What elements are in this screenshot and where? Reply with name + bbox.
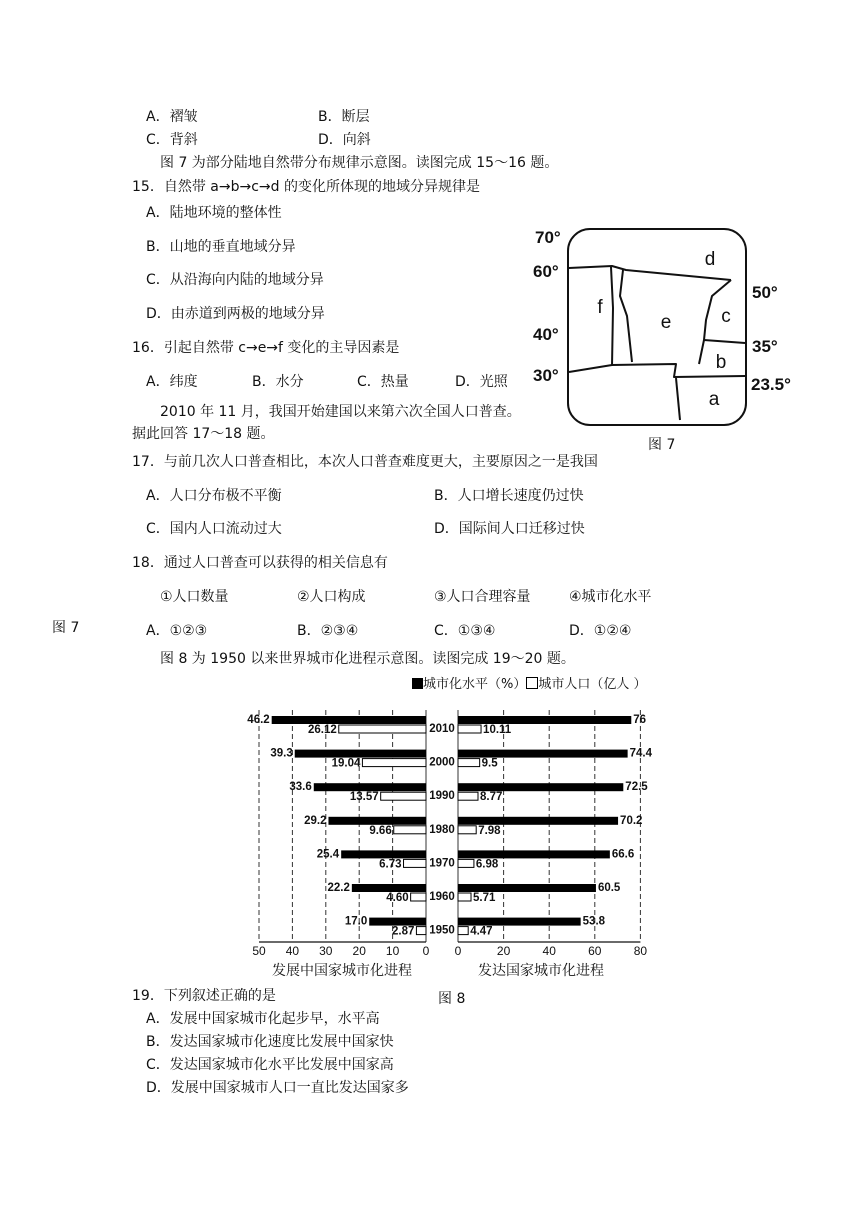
developed-pop-bar-1950 [458, 927, 468, 935]
developed-rate-bar-2010 [458, 716, 631, 724]
developing-rate-bar-1960 [352, 884, 426, 892]
developed-rate-label-1990: 72.5 [625, 781, 648, 794]
q14-option-d: D．向斜 [318, 132, 371, 148]
q17-option-d: D．国际间人口迁移过快 [434, 521, 585, 537]
developed-pop-bar-1990 [458, 792, 478, 800]
developing-pop-bar-1990 [381, 792, 426, 800]
year-label-1980: 1980 [429, 823, 455, 836]
developing-rate-label-2000: 39.3 [270, 747, 293, 760]
q17-option-a: A．人口分布极不平衡 [146, 488, 282, 504]
latitude-label-70: 70° [535, 228, 561, 247]
zone-label-a: a [708, 389, 720, 410]
latitude-label-30: 30° [533, 366, 559, 385]
developing-rate-bar-1990 [314, 783, 426, 791]
developing-pop-bar-1950 [416, 927, 426, 935]
right-tick-label-60: 60 [588, 944, 602, 958]
q19-option-d: D．发展中国家城市人口一直比发达国家多 [146, 1080, 409, 1096]
q18-option-c: C．①③④ [434, 623, 496, 639]
figure8-right-title: 发达国家城市化进程 [478, 963, 604, 979]
developing-rate-label-1950: 17.0 [344, 915, 368, 928]
developing-pop-label-1970: 6.73 [379, 858, 402, 871]
stray-figure-caption: 图 7 [52, 620, 80, 636]
developed-pop-bar-1960 [458, 893, 471, 901]
year-label-1970: 1970 [429, 857, 455, 870]
q14-option-b: B．断层 [318, 109, 370, 125]
developed-rate-label-1960: 60.5 [597, 882, 621, 894]
year-label-2000: 2000 [429, 756, 455, 769]
q19-option-a: A．发展中国家城市化起步早，水平高 [146, 1011, 380, 1027]
figure7-intro: 图 7 为部分陆地自然带分布规律示意图。读图完成 15～16 题。 [160, 155, 559, 171]
developed-pop-label-2000: 9.5 [481, 757, 498, 770]
left-tick-label-50: 50 [252, 944, 266, 958]
q18-option-a: A．①②③ [146, 623, 208, 639]
developing-rate-label-2010: 46.2 [247, 714, 270, 726]
developed-rate-bar-1980 [458, 817, 618, 825]
developing-rate-label-1960: 22.2 [327, 882, 350, 894]
latitude-label-23-5: 23.5° [751, 375, 791, 394]
q18-item-1: ①人口数量 [160, 589, 229, 605]
q16-option-a: A．纬度 [146, 374, 198, 390]
legend-hollow-swatch [526, 677, 538, 689]
figure8-caption: 图 8 [438, 991, 466, 1007]
zone-label-f: f [597, 297, 603, 318]
developed-rate-bar-1970 [458, 850, 610, 858]
developing-pop-bar-2010 [339, 725, 426, 733]
figure8-urbanization-chart [240, 700, 660, 962]
q17-stem: 17．与前几次人口普查相比，本次人口普查难度更大，主要原因之一是我国 [132, 454, 598, 470]
developing-pop-label-1990: 13.57 [349, 791, 379, 804]
developed-pop-bar-1980 [458, 826, 476, 834]
developing-rate-label-1970: 25.4 [316, 848, 340, 861]
latitude-label-35: 35° [752, 337, 778, 356]
developing-rate-label-1980: 29.2 [304, 814, 327, 827]
q15-stem: 15．自然带 a→b→c→d 的变化所体现的地域分异规律是 [132, 179, 480, 195]
legend-filled-swatch [412, 678, 423, 689]
figure8-left-title: 发展中国家城市化进程 [272, 963, 412, 979]
q16-option-d: D．光照 [455, 374, 508, 390]
zone-label-d: d [704, 249, 716, 270]
q17-option-c: C．国内人口流动过大 [146, 521, 282, 537]
q15-option-a: A．陆地环境的整体性 [146, 205, 282, 221]
developed-pop-bar-1970 [458, 859, 474, 867]
developed-pop-bar-2000 [458, 759, 480, 767]
developed-pop-label-1980: 7.98 [478, 824, 501, 837]
developing-pop-bar-1980 [394, 826, 426, 834]
census-intro-line2: 据此回答 17～18 题。 [132, 426, 275, 442]
right-tick-label-20: 20 [496, 944, 511, 958]
developing-pop-label-1960: 4.60 [386, 892, 409, 904]
developed-pop-bar-2010 [458, 725, 481, 733]
zone-label-b: b [715, 352, 727, 373]
developed-rate-bar-2000 [458, 750, 628, 758]
q18-stem: 18．通过人口普查可以获得的相关信息有 [132, 555, 388, 571]
developing-rate-bar-1980 [328, 817, 426, 825]
left-tick-label-20: 20 [352, 944, 366, 958]
year-label-1950: 1950 [429, 924, 455, 937]
q15-option-b: B．山地的垂直地域分异 [146, 239, 296, 255]
developing-pop-label-1980: 9.66 [369, 824, 392, 837]
developed-pop-label-1990: 8.77 [479, 791, 503, 804]
developing-rate-bar-1950 [369, 918, 426, 926]
q16-option-c: C．热量 [357, 374, 409, 390]
developed-pop-label-1970: 6.98 [475, 858, 499, 871]
developing-pop-bar-1970 [404, 859, 426, 867]
q17-option-b: B．人口增长速度仍过快 [434, 488, 584, 504]
developed-rate-bar-1950 [458, 918, 581, 926]
q18-option-b: B．②③④ [297, 623, 359, 639]
developing-pop-label-2010: 26.12 [307, 724, 337, 736]
year-label-2010: 2010 [429, 723, 455, 735]
figure8-legend [412, 676, 647, 694]
q16-stem: 16．引起自然带 c→e→f 变化的主导因素是 [132, 340, 400, 356]
developed-rate-label-1950: 53.8 [582, 915, 606, 928]
developed-rate-label-2000: 74.4 [629, 747, 653, 760]
developing-rate-bar-1970 [341, 850, 426, 858]
developed-rate-label-1980: 70.2 [620, 814, 643, 827]
developing-pop-label-1950: 2.87 [392, 925, 415, 938]
right-tick-label-0: 0 [454, 944, 462, 958]
right-tick-label-40: 40 [542, 944, 556, 958]
q14-option-c: C．背斜 [146, 132, 198, 148]
legend-rate-label: 城市化水平（%） [423, 677, 527, 692]
zone-label-c: c [721, 306, 731, 327]
developing-pop-bar-1960 [411, 893, 426, 901]
left-tick-label-10: 10 [385, 944, 400, 958]
developed-pop-label-1950: 4.47 [470, 925, 493, 938]
right-tick-label-80: 80 [633, 944, 648, 958]
figure7-caption: 图 7 [648, 437, 676, 453]
developed-rate-bar-1960 [458, 884, 596, 892]
q19-option-b: B．发达国家城市化速度比发展中国家快 [146, 1034, 394, 1050]
latitude-label-50: 50° [752, 283, 778, 302]
developed-pop-label-2010: 10.11 [483, 724, 512, 736]
q15-option-c: C．从沿海向内陆的地域分异 [146, 272, 324, 288]
developing-rate-bar-2010 [272, 716, 426, 724]
developing-pop-bar-2000 [362, 759, 426, 767]
q19-option-c: C．发达国家城市化水平比发展中国家高 [146, 1057, 394, 1073]
q18-item-2: ②人口构成 [297, 589, 366, 605]
q18-item-3: ③人口合理容量 [434, 589, 531, 605]
figure8-intro: 图 8 为 1950 以来世界城市化进程示意图。读图完成 19～20 题。 [160, 651, 575, 667]
q18-option-d: D．①②④ [569, 623, 632, 639]
q14-option-a: A．褶皱 [146, 109, 198, 125]
left-tick-label-30: 30 [319, 944, 333, 958]
figure7-zone-diagram [530, 222, 810, 452]
latitude-label-40: 40° [533, 325, 559, 344]
developing-pop-label-2000: 19.04 [331, 757, 361, 770]
q18-item-4: ④城市化水平 [569, 589, 652, 605]
year-label-1960: 1960 [429, 891, 455, 903]
developed-rate-bar-1990 [458, 783, 623, 791]
census-intro-line1: 2010 年 11 月，我国开始建国以来第六次全国人口普查。 [160, 404, 521, 420]
year-label-1990: 1990 [429, 790, 455, 803]
developed-rate-label-2010: 76 [633, 714, 647, 726]
zone-label-e: e [660, 312, 672, 333]
q15-option-d: D．由赤道到两极的地域分异 [146, 306, 325, 322]
left-tick-label-0: 0 [422, 944, 430, 958]
developed-pop-label-1960: 5.71 [473, 892, 496, 904]
q19-stem: 19．下列叙述正确的是 [132, 988, 276, 1004]
developed-rate-label-1970: 66.6 [611, 848, 635, 861]
latitude-label-60: 60° [533, 262, 559, 281]
developing-rate-bar-2000 [295, 750, 426, 758]
developing-rate-label-1990: 33.6 [289, 781, 312, 794]
legend-pop-label: 城市人口（亿人 ） [538, 677, 647, 692]
q16-option-b: B．水分 [252, 374, 304, 390]
left-tick-label-40: 40 [285, 944, 300, 958]
